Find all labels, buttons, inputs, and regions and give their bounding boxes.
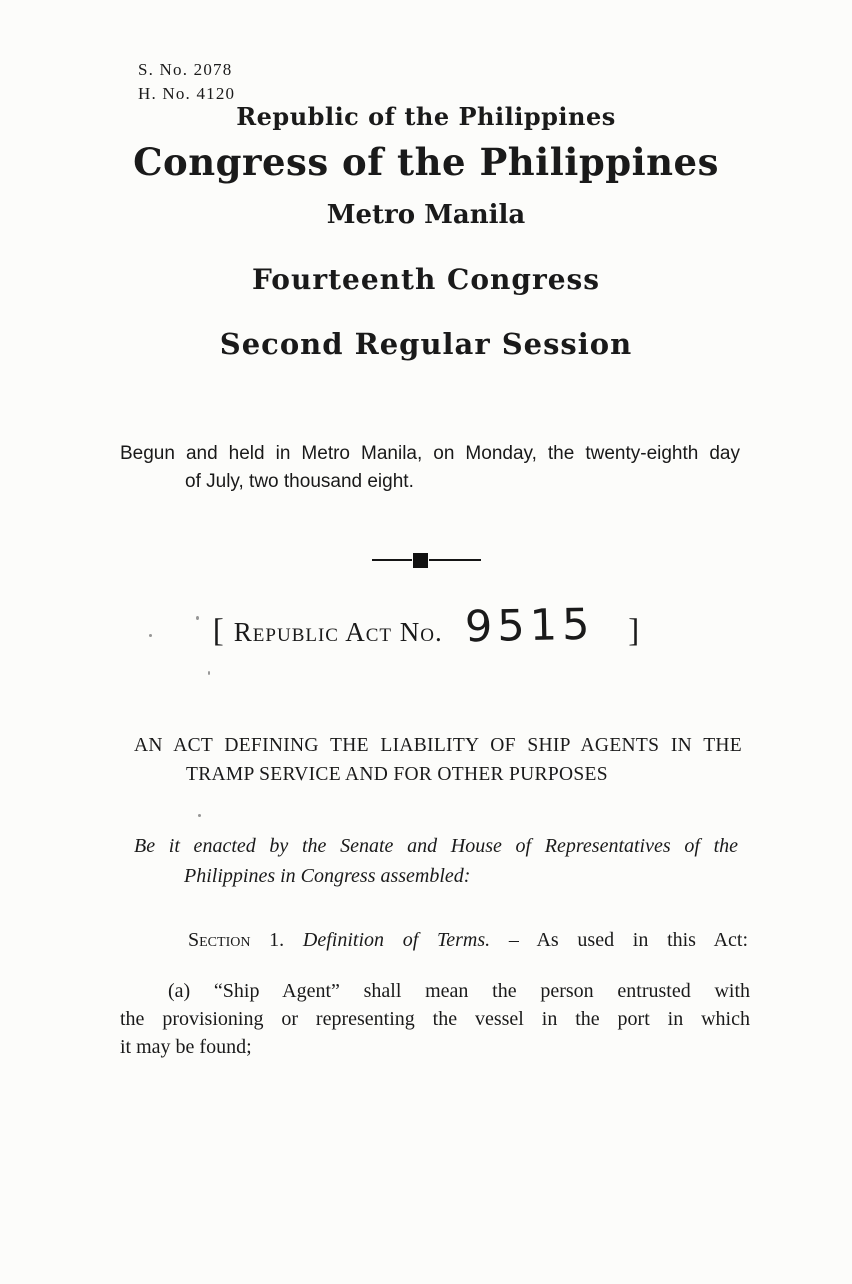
senate-bill-number: S. No. 2078 xyxy=(138,60,233,79)
section-divider-ornament xyxy=(0,552,852,568)
enacting-line-1: Be it enacted by the Senate and House of Representatives of the xyxy=(134,835,738,857)
divider-left-rule xyxy=(372,559,412,561)
session-title: Second Regular Session xyxy=(219,327,633,361)
section-1-heading xyxy=(120,929,748,952)
enacting-line-2: Philippines in Congress assembled: xyxy=(184,865,471,887)
scan-speck xyxy=(208,671,210,675)
scan-speck xyxy=(198,814,201,817)
act-number: 9515 xyxy=(464,599,595,653)
section-1-lead: – As used in this Act: xyxy=(508,929,749,951)
congress-term: Fourteenth Congress xyxy=(251,263,601,296)
section-1-paragraph-a xyxy=(120,977,750,1061)
act-title-line-2: TRAMP SERVICE AND FOR OTHER PURPOSES xyxy=(186,764,608,785)
section-1-term: Definition of Terms. xyxy=(302,929,491,951)
act-label: Republic Act No. xyxy=(233,617,443,647)
house-bill-number: H. No. 4120 xyxy=(138,84,236,103)
scan-speck xyxy=(149,634,152,637)
act-close-bracket: ] xyxy=(628,613,640,649)
masthead-congress: Congress of the Philippines xyxy=(133,140,719,184)
paragraph-a-line-1: (a) “Ship Agent” shall mean the person entrusted with xyxy=(168,980,750,1002)
divider-right-rule xyxy=(429,559,481,561)
preamble-line-1: Begun and held in Metro Manila, on Monday, the twenty-eighth day xyxy=(120,443,740,464)
scan-speck xyxy=(196,616,199,620)
act-title-line-1: AN ACT DEFINING THE LIABILITY OF SHIP AGENTS IN THE xyxy=(134,735,742,756)
masthead-location: Metro Manila xyxy=(326,200,526,230)
bill-numbers xyxy=(138,58,235,106)
divider-square-ornament xyxy=(413,553,428,568)
section-1-label: Section 1. xyxy=(188,929,285,951)
preamble xyxy=(120,440,740,496)
act-title xyxy=(134,731,742,789)
enacting-clause xyxy=(134,831,738,891)
act-number-line xyxy=(0,599,852,653)
paragraph-a-line-2: the provisioning or representing the vessel in the port in which xyxy=(120,1008,750,1030)
act-open-bracket: [ xyxy=(212,613,224,649)
paragraph-a-line-3: it may be found; xyxy=(120,1036,252,1058)
preamble-line-2: of July, two thousand eight. xyxy=(185,471,414,492)
masthead-republic: Republic of the Philippines xyxy=(236,102,616,131)
